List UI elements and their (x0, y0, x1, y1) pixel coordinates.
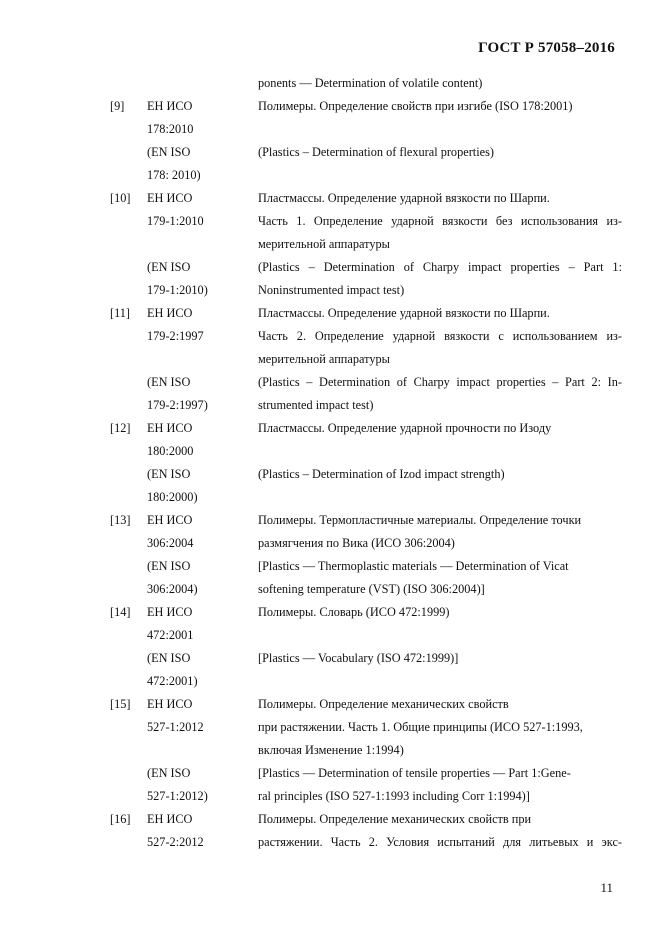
reference-title: Полимеры. Определение механических свойств при (258, 812, 532, 826)
reference-title: мерительной аппаратуры (258, 237, 390, 251)
document-code: ГОСТ Р 57058–2016 (478, 40, 615, 56)
reference-line (0, 787, 661, 810)
reference-title: softening temperature (VST) (ISO 306:2004)] (258, 582, 485, 596)
reference-line (0, 557, 661, 580)
reference-number: [9] (110, 99, 125, 113)
standard-designation: 179-1:2010) (147, 283, 208, 297)
reference-line (0, 396, 661, 419)
reference-line (0, 419, 661, 442)
standard-designation: 472:2001) (147, 674, 198, 688)
reference-line (0, 373, 661, 396)
standard-designation: 178:2010 (147, 122, 194, 136)
reference-line (0, 741, 661, 764)
reference-line (0, 304, 661, 327)
standard-designation: ЕН ИСО (147, 605, 193, 619)
reference-line (0, 718, 661, 741)
reference-title: (Plastics – Determination of Charpy impact properties – Part 2: In- (258, 375, 622, 389)
reference-title: ral principles (ISO 527-1:1993 including Corr 1:1994)] (258, 789, 530, 803)
reference-line (0, 465, 661, 488)
reference-line (0, 166, 661, 189)
reference-title: Полимеры. Определение механических свойств (258, 697, 509, 711)
reference-line (0, 74, 661, 97)
standard-designation: ЕН ИСО (147, 306, 193, 320)
standard-designation: (EN ISO (147, 559, 191, 573)
reference-title: [Plastics — Determination of tensile properties — Part 1:Gene- (258, 766, 571, 780)
reference-title: (Plastics – Determination of flexural properties) (258, 145, 494, 159)
reference-line (0, 281, 661, 304)
reference-line (0, 189, 661, 212)
reference-title: Noninstrumented impact test) (258, 283, 405, 297)
standard-designation: 179-1:2010 (147, 214, 204, 228)
reference-title: [Plastics — Vocabulary (ISO 472:1999)] (258, 651, 459, 665)
reference-line (0, 235, 661, 258)
reference-number: [14] (110, 605, 131, 619)
reference-title: размягчения по Вика (ИСО 306:2004) (258, 536, 455, 550)
standard-designation: ЕН ИСО (147, 812, 193, 826)
standard-designation: 527-1:2012 (147, 720, 204, 734)
standard-designation: 527-1:2012) (147, 789, 208, 803)
reference-line (0, 143, 661, 166)
reference-number: [16] (110, 812, 131, 826)
reference-title: strumented impact test) (258, 398, 374, 412)
standard-designation: ЕН ИСО (147, 191, 193, 205)
reference-title: Полимеры. Термопластичные материалы. Определение точки (258, 513, 582, 527)
standard-designation: (EN ISO (147, 375, 191, 389)
reference-number: [12] (110, 421, 131, 435)
standard-designation: 306:2004) (147, 582, 198, 596)
reference-title: Часть 1. Определение ударной вязкости без использования из- (258, 214, 622, 228)
reference-title: мерительной аппаратуры (258, 352, 390, 366)
standard-designation: (EN ISO (147, 467, 191, 481)
reference-number: [15] (110, 697, 131, 711)
reference-line (0, 511, 661, 534)
standard-designation: 527-2:2012 (147, 835, 204, 849)
standard-designation: 472:2001 (147, 628, 194, 642)
reference-title: Полимеры. Определение свойств при изгибе (ISO 178:2001) (258, 99, 573, 113)
standard-designation: 306:2004 (147, 536, 194, 550)
reference-line (0, 833, 661, 856)
reference-line (0, 488, 661, 511)
page-number: 11 (600, 880, 613, 895)
standard-designation: (EN ISO (147, 260, 191, 274)
reference-title: при растяжении. Часть 1. Общие принципы (ИСО 527-1:1993, (258, 720, 583, 734)
reference-line (0, 258, 661, 281)
reference-line (0, 764, 661, 787)
reference-line (0, 442, 661, 465)
reference-line (0, 810, 661, 833)
standard-designation: 178: 2010) (147, 168, 201, 182)
reference-line (0, 212, 661, 235)
reference-number: [13] (110, 513, 131, 527)
standard-designation: (EN ISO (147, 651, 191, 665)
standard-designation: ЕН ИСО (147, 421, 193, 435)
standard-designation: ЕН ИСО (147, 99, 193, 113)
reference-line (0, 603, 661, 626)
reference-title: Часть 2. Определение ударной вязкости с использованием из- (258, 329, 622, 343)
reference-title: Пластмассы. Определение ударной прочности по Изоду (258, 421, 552, 435)
reference-line (0, 649, 661, 672)
reference-title: (Plastics – Determination of Izod impact strength) (258, 467, 505, 481)
reference-number: [11] (110, 306, 131, 320)
standard-designation: ЕН ИСО (147, 513, 193, 527)
reference-title: Полимеры. Словарь (ИСО 472:1999) (258, 605, 450, 619)
reference-title: (Plastics – Determination of Charpy impact properties – Part 1: (258, 260, 622, 274)
reference-line (0, 626, 661, 649)
standard-designation: 179-2:1997 (147, 329, 204, 343)
reference-title: включая Изменение 1:1994) (258, 743, 404, 757)
reference-line (0, 672, 661, 695)
reference-line (0, 350, 661, 373)
standard-designation: 179-2:1997) (147, 398, 208, 412)
standard-designation: (EN ISO (147, 766, 191, 780)
standard-designation: (EN ISO (147, 145, 191, 159)
reference-line (0, 534, 661, 557)
reference-title: ponents — Determination of volatile content) (258, 76, 483, 90)
reference-line (0, 580, 661, 603)
reference-title: Пластмассы. Определение ударной вязкости по Шарпи. (258, 191, 550, 205)
reference-title: растяжении. Часть 2. Условия испытаний для литьевых и экс- (258, 835, 622, 849)
reference-title: [Plastics — Thermoplastic materials — Determination of Vicat (258, 559, 569, 573)
reference-list (0, 74, 661, 856)
reference-title: Пластмассы. Определение ударной вязкости по Шарпи. (258, 306, 550, 320)
standard-designation: 180:2000) (147, 490, 198, 504)
standard-designation: ЕН ИСО (147, 697, 193, 711)
reference-line (0, 120, 661, 143)
reference-line (0, 695, 661, 718)
reference-line (0, 327, 661, 350)
reference-number: [10] (110, 191, 131, 205)
standard-designation: 180:2000 (147, 444, 194, 458)
reference-line (0, 97, 661, 120)
